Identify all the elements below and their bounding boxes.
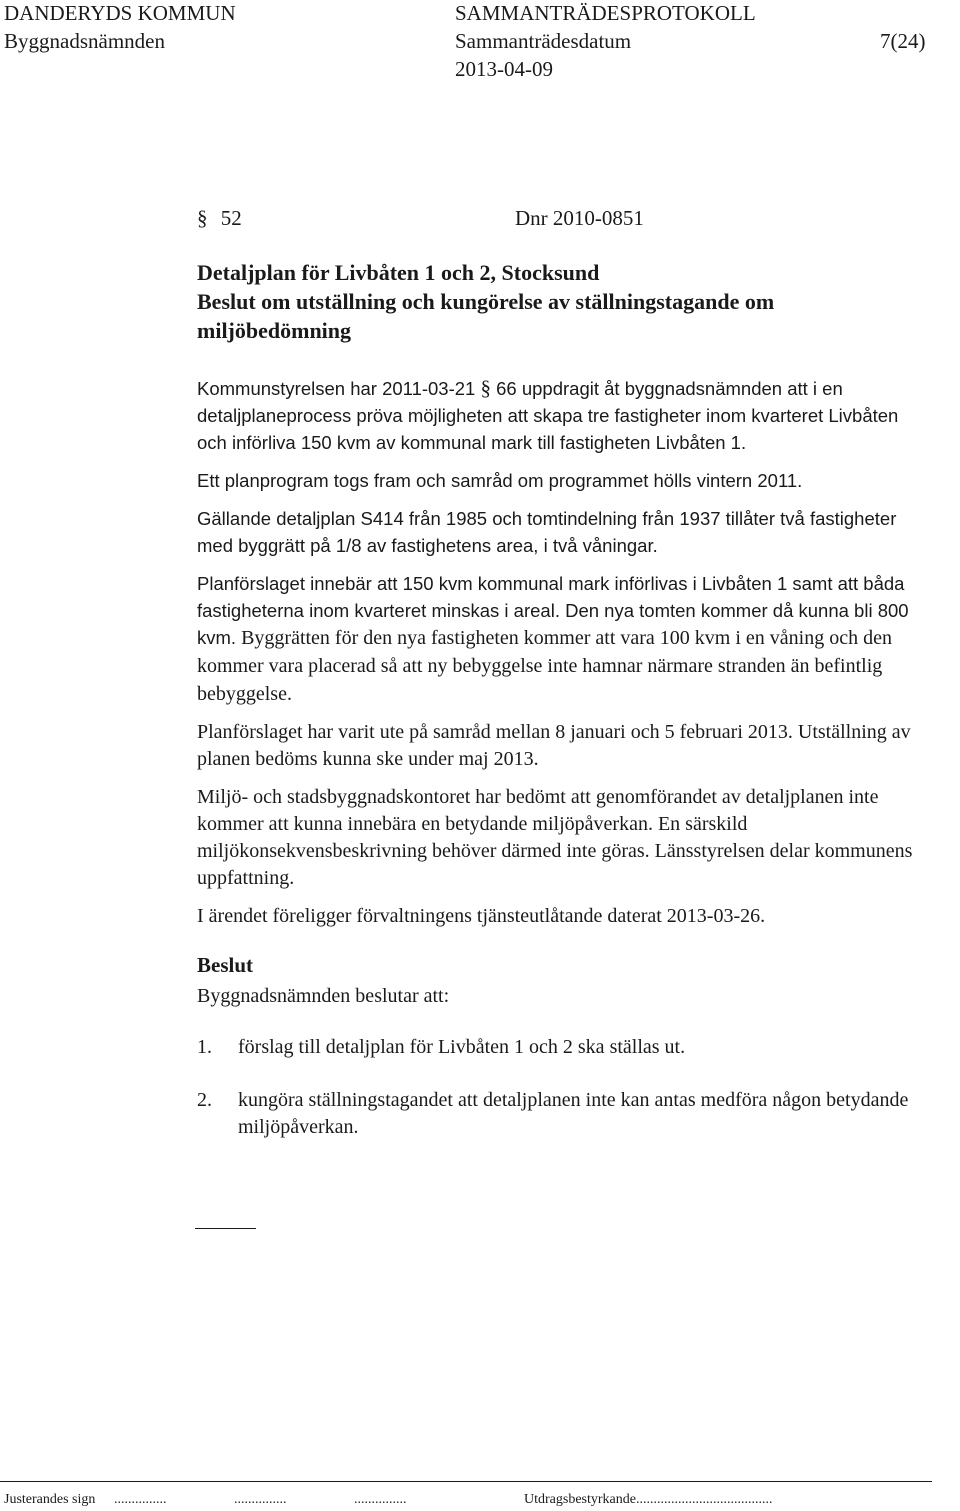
paragraph-4 bbox=[197, 570, 932, 708]
case-body bbox=[197, 375, 932, 1167]
end-mark-rule bbox=[195, 1228, 256, 1229]
paragraph-5: Planförslaget har varit ute på samråd mellan 8 januari och 5 februari 2013. Utställning av planen bedöms kunna ske under maj 2013. bbox=[197, 721, 911, 770]
footer-dots-3: ............... bbox=[354, 1492, 407, 1507]
case-title bbox=[197, 258, 917, 345]
header-doc-type: SAMMANTRÄDESPROTOKOLL bbox=[455, 1, 756, 25]
footer-dots-1: ............... bbox=[114, 1492, 167, 1507]
footer-rule bbox=[0, 1481, 932, 1482]
section-number bbox=[197, 206, 644, 231]
decision-item-text: kungöra ställningstagandet att detaljplanen inte kan antas medföra någon betydande miljöpåverkan. bbox=[238, 1089, 909, 1138]
case-title-line2: Beslut om utställning och kungörelse av ställningstagande om miljöbedömning bbox=[197, 289, 775, 343]
paragraph-2: Ett planprogram togs fram och samråd om programmet hölls vintern 2011. bbox=[197, 470, 803, 491]
dnr: Dnr 2010-0851 bbox=[515, 206, 644, 230]
footer-dots-2: ............... bbox=[234, 1492, 287, 1507]
paragraph-6: Miljö- och stadsbyggnadskontoret har bedömt att genomförandet av detaljplanen inte kommer att kunna innebära en betydande miljöpåverkan. En särskild miljökonsekvensbeskrivning behöver därmed inte göras. Länsstyrelsen delar kommunens uppfattning. bbox=[197, 786, 913, 889]
section-number-value: 52 bbox=[220, 206, 242, 230]
decision-item bbox=[197, 1034, 932, 1061]
decision-lead: Byggnadsnämnden beslutar att: bbox=[197, 985, 450, 1007]
decision-item-number: 1. bbox=[197, 1036, 212, 1058]
footer-sign-label: Justerandes sign bbox=[4, 1492, 96, 1507]
paragraph-4-a: Planförslaget innebär att 150 kvm kommunal mark införlivas i Livbåten 1 samt att båda fastigheterna inom kvarteret minskas i areal. Den nya tomten kommer då kunna bli 800 kvm. bbox=[197, 573, 909, 648]
case-title-line1: Detaljplan för Livbåten 1 och 2, Stocksund bbox=[197, 260, 600, 285]
decision-heading: Beslut bbox=[197, 953, 254, 977]
header-board: Byggnadsnämnden bbox=[4, 29, 165, 53]
decision-item-number: 2. bbox=[197, 1089, 212, 1111]
paragraph-1-a: Kommunstyrelsen har 2011-03-21 bbox=[197, 378, 481, 399]
decision-item-text: förslag till detaljplan för Livbåten 1 och 2 ska ställas ut. bbox=[238, 1036, 686, 1058]
decision-item bbox=[197, 1087, 932, 1141]
paragraph-1 bbox=[197, 375, 932, 456]
header-page-number: 7(24) bbox=[880, 29, 926, 53]
footer-extract-label: Utdragsbestyrkande....................................... bbox=[524, 1492, 773, 1507]
decision-list bbox=[197, 1034, 932, 1141]
paragraph-sign-inline: § bbox=[480, 376, 491, 400]
paragraph-1-b: 66 uppdragit åt byggnadsnämnden att i en detaljplaneprocess pröva möjligheten att skapa tre fastigheter inom kvarteret Livbåten och införliva 150 kvm av kommunal mark till fastigheten Livbåten 1. bbox=[197, 378, 899, 453]
paragraph-3: Gällande detaljplan S414 från 1985 och tomtindelning från 1937 tillåter två fastigheter med byggrätt på 1/8 av fastighetens area, i två våningar. bbox=[197, 508, 897, 556]
header-org: DANDERYDS KOMMUN bbox=[4, 1, 236, 25]
paragraph-sign: § bbox=[197, 206, 208, 230]
paragraph-4-b: Byggrätten för den nya fastigheten kommer att vara 100 kvm i en våning och den kommer vara placerad så att ny bebyggelse inte hamnar närmare stranden än befintlig bebyggelse. bbox=[197, 627, 892, 705]
header-date-label: Sammanträdesdatum bbox=[455, 29, 632, 53]
header-date: 2013-04-09 bbox=[455, 57, 553, 81]
paragraph-7: I ärendet föreligger förvaltningens tjänsteutlåtande daterat 2013-03-26. bbox=[197, 905, 766, 927]
